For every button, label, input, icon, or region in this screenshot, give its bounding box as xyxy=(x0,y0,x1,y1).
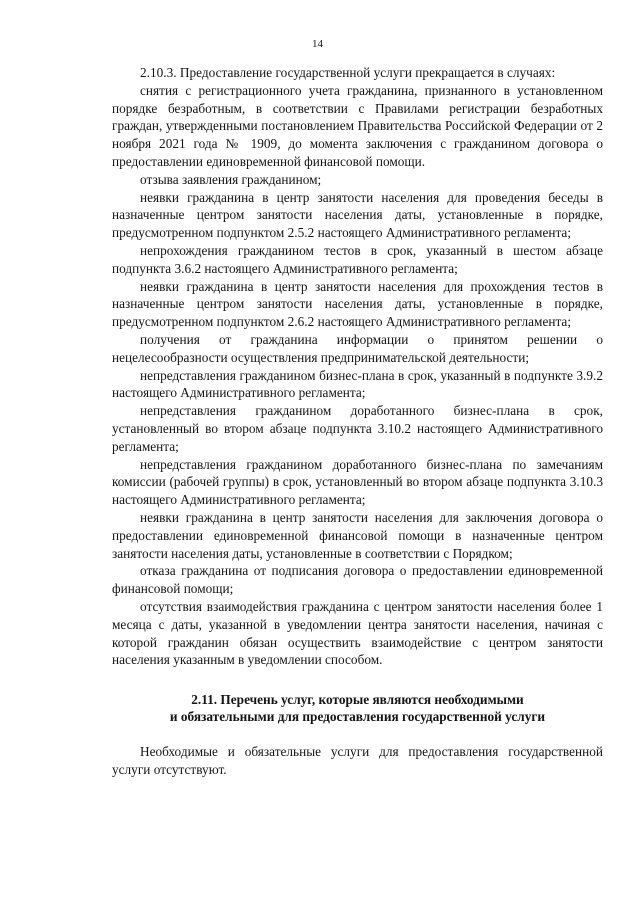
paragraph: неявки гражданина в центр занятости населения для проведения беседы в назначенные центром занятости населения даты, установленные в порядке, предусмотренном подпунктом 2.5.2 настоящего Административного регламента; xyxy=(112,189,603,241)
paragraph: непредставления гражданином доработанного бизнес-плана в срок, установленный во втором абзаце подпункта 3.10.2 настоящего Административного регламента; xyxy=(112,403,603,454)
paragraph: отказа гражданина от подписания договора о предоставлении единовременной финансовой помощи; xyxy=(112,563,603,597)
document-body xyxy=(112,64,603,779)
paragraph: 2.10.3. Предоставление государственной услуги прекращается в случаях: xyxy=(140,65,556,80)
paragraph: непредставления гражданином доработанного бизнес-плана по замечаниям комиссии (рабочей группы) в срок, установленный во втором абзаце подпункта 3.10.3 настоящего Административного регламента; xyxy=(112,456,603,508)
paragraph: непрохождения гражданином тестов в срок, указанный в шестом абзаце подпункта 3.6.2 настоящего Административного регламента; xyxy=(112,242,603,276)
paragraph: снятия с регистрационного учета гражданина, признанного в установленном порядке безработным, в соответствии с Правилами регистрации безработных граждан, утвержденными постановлением Правительства Российской Федерации от 2 ноября 2021 года № 1909, до момента заключения с гражданином договора о предоставлении единовременной финансовой помощи. xyxy=(112,82,603,169)
section-paragraph: Необходимые и обязательные услуги для предоставления государственной услуги отсутствуют. xyxy=(112,744,603,777)
paragraph: неявки гражданина в центр занятости населения для заключения договора о предоставлении единовременной финансовой помощи в назначенные центром занятости населения даты, установленные в соответствии с Порядком; xyxy=(112,509,603,561)
section-heading-line-2: и обязательными для предоставления государственной услуги xyxy=(169,709,546,725)
section-heading xyxy=(112,691,603,725)
paragraph: отсутствия взаимодействия гражданина с центром занятости населения более 1 месяца с даты, указанной в уведомлении центра занятости населения, начиная с которой гражданин обязан осуществить взаимодействие с центром занятости населения указанным в уведомлении способом. xyxy=(112,598,603,668)
paragraph: получения от гражданина информации о принятом решении о нецелесообразности осуществления предпринимательской деятельности; xyxy=(112,331,603,365)
paragraph: неявки гражданина в центр занятости населения для прохождения тестов в назначенные центром занятости населения даты, установленные в порядке, предусмотренном подпунктом 2.6.2 настоящего Административного регламента; xyxy=(112,278,603,330)
section-heading-line-1: 2.11. Перечень услуг, которые являются необходимыми xyxy=(191,692,524,708)
paragraph: непредставления гражданином бизнес-плана в срок, указанный в подпункте 3.9.2 настоящего Административного регламента; xyxy=(112,367,603,401)
page-number: 14 xyxy=(312,38,323,50)
paragraph: отзыва заявления гражданином; xyxy=(140,171,322,187)
